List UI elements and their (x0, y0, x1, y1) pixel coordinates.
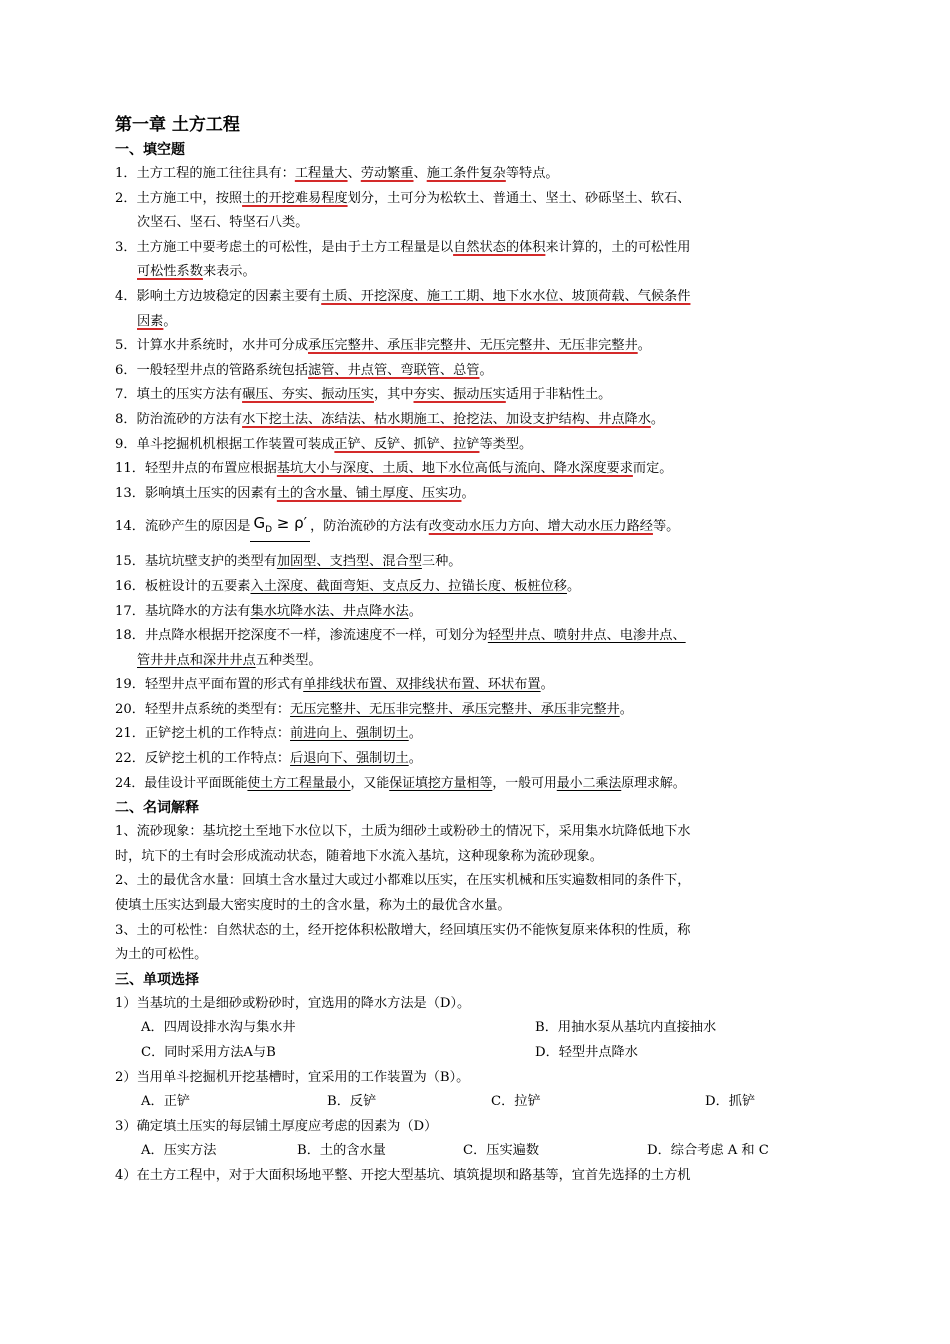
section-fill-heading: 一、填空题 (115, 142, 185, 158)
fill-q4: 4．影响土方边坡稳定的因素主要有土质、开挖深度、施工工期、地下水水位、坡顶荷载、气候条件 因素。 (115, 288, 691, 329)
chapter-title: 第一章 土方工程 (115, 115, 240, 135)
section-terms-heading: 二、名词解释 (115, 800, 199, 817)
choice-1-option-a: A．四周设排水沟与集水井 (141, 1020, 296, 1036)
fill-q15: 15．基坑坑壁支护的类型有加固型、支挡型、混合型三种。 (115, 554, 462, 570)
term-1: 1、流砂现象：基坑挖土至地下水位以下，土质为细砂土或粉砂土的情况下，采用集水坑降低地下水 时，坑下的土有时会形成流动状态，随着地下水流入基坑，这种现象称为流砂现象。 (115, 824, 691, 864)
choice-3-option-b: B．土的含水量 (297, 1143, 386, 1159)
choice-2-options (115, 1090, 839, 1115)
fill-q21: 21．正铲挖土机的工作特点：前进向上、强制切土。 (115, 726, 422, 742)
choice-2-question: 2）当用单斗挖掘机开挖基槽时，宜采用的工作装置为（B）。 (115, 1069, 470, 1085)
fill-q5: 5．计算水井系统时，水井可分成承压完整井、承压非完整井、无压完整井、无压非完整井。 (115, 338, 651, 354)
fill-q7: 7．填土的压实方法有碾压、夯实、振动压实，其中夯实、振动压实适用于非粘性土。 (115, 387, 612, 403)
fill-q19: 19．轻型井点平面布置的形式有单排线状布置、双排线状布置、环状布置。 (115, 677, 554, 693)
fill-q2: 2．土方施工中，按照土的开挖难易程度划分，土可分为松软土、普通土、坚土、砂砾坚土、软石、 次坚石、坚石、特坚石八类。 (115, 190, 691, 231)
fill-q17: 17．基坑降水的方法有集水坑降水法、井点降水法。 (115, 603, 422, 619)
choice-4-question: 4）在土方工程中，对于大面积场地平整、开挖大型基坑、填筑提坝和路基等，宜首先选择的土方机 (115, 1167, 691, 1183)
choice-2-option-c: C．拉铲 (491, 1094, 541, 1110)
fill-q24: 24．最佳设计平面既能使土方工程量最小，又能保证填挖方量相等，一般可用最小二乘法原理求解。 (115, 775, 686, 791)
fill-q8: 8．防治流砂的方法有水下挖土法、冻结法、枯水期施工、抢挖法、加设支护结构、井点降水。 (115, 411, 665, 427)
fill-q22: 22．反铲挖土机的工作特点：后退向下、强制切土。 (115, 751, 422, 767)
choice-3-option-a: A．压实方法 (141, 1143, 217, 1159)
choice-3-option-c: C．压实遍数 (463, 1143, 540, 1159)
document-page (115, 112, 839, 1189)
choice-1-question: 1）当基坑的土是细砂或粉砂时，宜选用的降水方法是（D）。 (115, 995, 471, 1011)
fill-q6: 6．一般轻型井点的管路系统包括滤管、井点管、弯联管、总管。 (115, 362, 493, 378)
fill-q18: 18．井点降水根据开挖深度不一样，渗流速度不一样，可划分为轻型井点、喷射井点、电渗井点、 管井井点和深井井点五种类型。 (115, 628, 686, 668)
fill-q3: 3．土方施工中要考虑土的可松性，是由于土方工程量是以自然状态的体积来计算的，土的可松性用 可松性系数来表示。 (115, 239, 691, 280)
fill-q11: 11．轻型井点的布置应根据基坑大小与深度、土质、地下水位高低与流向、降水深度要求而定。 (115, 461, 673, 477)
choice-3-option-d: D．综合考虑 A 和 C (647, 1143, 769, 1159)
choice-3-question: 3）确定填土压实的每层铺土厚度应考虑的因素为（D） (115, 1118, 438, 1134)
choice-1-option-b: B．用抽水泵从基坑内直接抽水 (535, 1020, 717, 1036)
choice-2-option-b: B．反铲 (327, 1094, 377, 1110)
fill-q13: 13．影响填土压实的因素有土的含水量、铺土厚度、压实功。 (115, 485, 475, 501)
fill-q20: 20．轻型井点系统的类型有：无压完整井、无压非完整井、承压完整井、承压非完整井。 (115, 701, 633, 717)
fill-q14: 14．流砂产生的原因是 $G_D \ge \rho'$ ，防治流砂的方法有改变动水压力方向、增大动水压力路经等。 (115, 510, 839, 544)
fill-q16: 16．板桩设计的五要素入土深度、截面弯矩、支点反力、拉锚长度、板桩位移。 (115, 578, 581, 594)
section-choice-heading: 三、单项选择 (115, 971, 199, 988)
choice-2-option-d: D．抓铲 (705, 1094, 756, 1110)
term-3: 3、土的可松性：自然状态的土，经开挖体积松散增大，经回填压实仍不能恢复原来体积的性质，称 为土的可松性。 (115, 922, 691, 963)
choice-1-options-row2 (115, 1041, 839, 1066)
choice-1-option-c: C．同时采用方法A与B (141, 1045, 276, 1060)
fill-q9: 9．单斗挖掘机机根据工作装置可装成正铲、反铲、抓铲、拉铲等类型。 (115, 436, 533, 452)
choice-3-options (115, 1139, 839, 1164)
choice-1-option-d: D．轻型井点降水 (535, 1045, 638, 1060)
fill-q1: 1．土方工程的施工往往具有：工程量大、劳动繁重、施工条件复杂等特点。 (115, 166, 559, 181)
choice-1-options-row1 (115, 1016, 839, 1041)
formula-gd-rho: $G_D \ge \rho'$ (250, 512, 310, 542)
term-2: 2、土的最优含水量：回填土含水量过大或过小都难以压实，在压实机械和压实遍数相同的条件下， 使填土压实达到最大密实度时的土的含水量，称为土的最优含水量。 (115, 873, 691, 914)
choice-2-option-a: A．正铲 (141, 1094, 191, 1110)
